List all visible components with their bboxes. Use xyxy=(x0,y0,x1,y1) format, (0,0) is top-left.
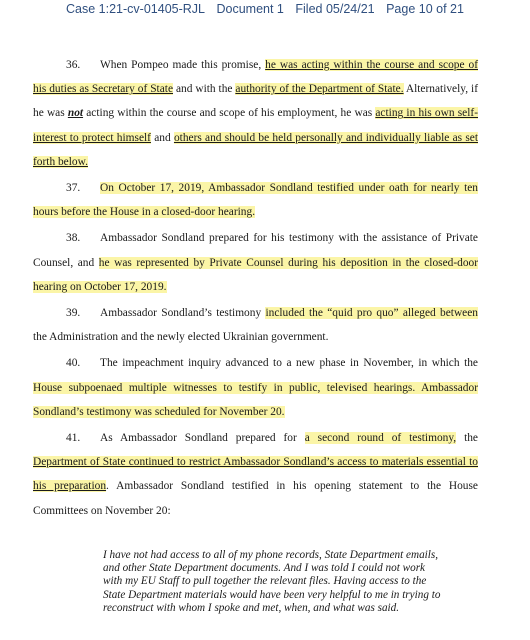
paragraph xyxy=(33,301,478,349)
paragraph-text: and xyxy=(150,131,174,144)
highlighted-text: On October 17, 2019, Ambassador Sondland testified under oath for nearly ten hours before the House in a closed-door hearing. xyxy=(33,182,478,219)
paragraph-text: When Pompeo made this promise, xyxy=(100,59,266,71)
paragraph-text: . Ambassador Sondland testified in his opening statement to the House Committees on November 20: xyxy=(33,480,478,517)
paragraph xyxy=(33,176,478,224)
paragraph-number: 38. xyxy=(66,232,81,245)
paragraph xyxy=(33,351,478,424)
paragraph-text: the Administration and the newly elected Ukrainian government. xyxy=(33,331,329,344)
paragraph-number: 36. xyxy=(66,59,81,71)
paragraph xyxy=(33,426,478,523)
paragraph-text: Alternatively, if he was xyxy=(33,83,478,120)
highlighted-text: others and should be held personally and individually liable as set forth below. xyxy=(33,131,478,168)
highlighted-text: he was acting within the course and scope of his duties as Secretary of State xyxy=(33,59,478,96)
paragraph-number: 41. xyxy=(66,432,81,445)
paragraph-text: As Ambassador Sondland prepared for xyxy=(100,432,305,445)
paragraph-text: Ambassador Sondland’s testimony xyxy=(100,307,266,320)
paragraph-text: Ambassador Sondland prepared for his testimony with the assistance of Private Counsel, and xyxy=(33,232,478,269)
paragraph xyxy=(33,226,478,299)
highlighted-text: he was represented by Private Counsel during his deposition in the closed-door hearing on October 17, 2019. xyxy=(33,256,479,293)
document-number: Document 1 xyxy=(216,2,284,16)
highlighted-text: not xyxy=(67,107,84,120)
highlighted-text: included the “quid pro quo” alleged between xyxy=(265,307,478,320)
paragraph-text: The impeachment inquiry advanced to a new phase in November, in which the xyxy=(100,357,478,370)
paragraph-number: 39. xyxy=(66,307,81,320)
case-number: Case 1:21-cv-01405-RJL xyxy=(66,2,205,16)
highlighted-text: acting in his own self-interest to protect himself xyxy=(33,107,478,144)
highlighted-text: Department of State continued to restrict Ambassador Sondland’s access to materials essential to his preparation xyxy=(33,456,478,493)
block-quote: I have not had access to all of my phone records, State Department emails, and other State Department documents. And I was told I could not work with my EU Staff to pull together the relevant files. Having access to the State Department materials would have been very helpful to me in trying to reconstruct with whom I spoke and met, when, and what was said. xyxy=(103,549,441,614)
case-header xyxy=(0,2,530,16)
document-body xyxy=(33,53,478,525)
paragraph-text: and with the xyxy=(173,83,236,96)
paragraph-text: the xyxy=(456,432,478,445)
page-number: Page 10 of 21 xyxy=(386,2,464,16)
highlighted-text: authority of the Department of State. xyxy=(235,83,404,96)
filed-date: Filed 05/24/21 xyxy=(295,2,375,16)
highlighted-text: a second round of testimony, xyxy=(304,432,457,445)
paragraph-text: acting within the course and scope of his employment, he was xyxy=(83,107,376,120)
paragraph xyxy=(33,53,478,174)
paragraph-number: 37. xyxy=(66,182,81,195)
highlighted-text: House subpoenaed multiple witnesses to testify in public, televised hearings. Ambassador Sondland’s testimony was scheduled for November 20. xyxy=(33,381,478,418)
paragraph-number: 40. xyxy=(66,357,81,370)
